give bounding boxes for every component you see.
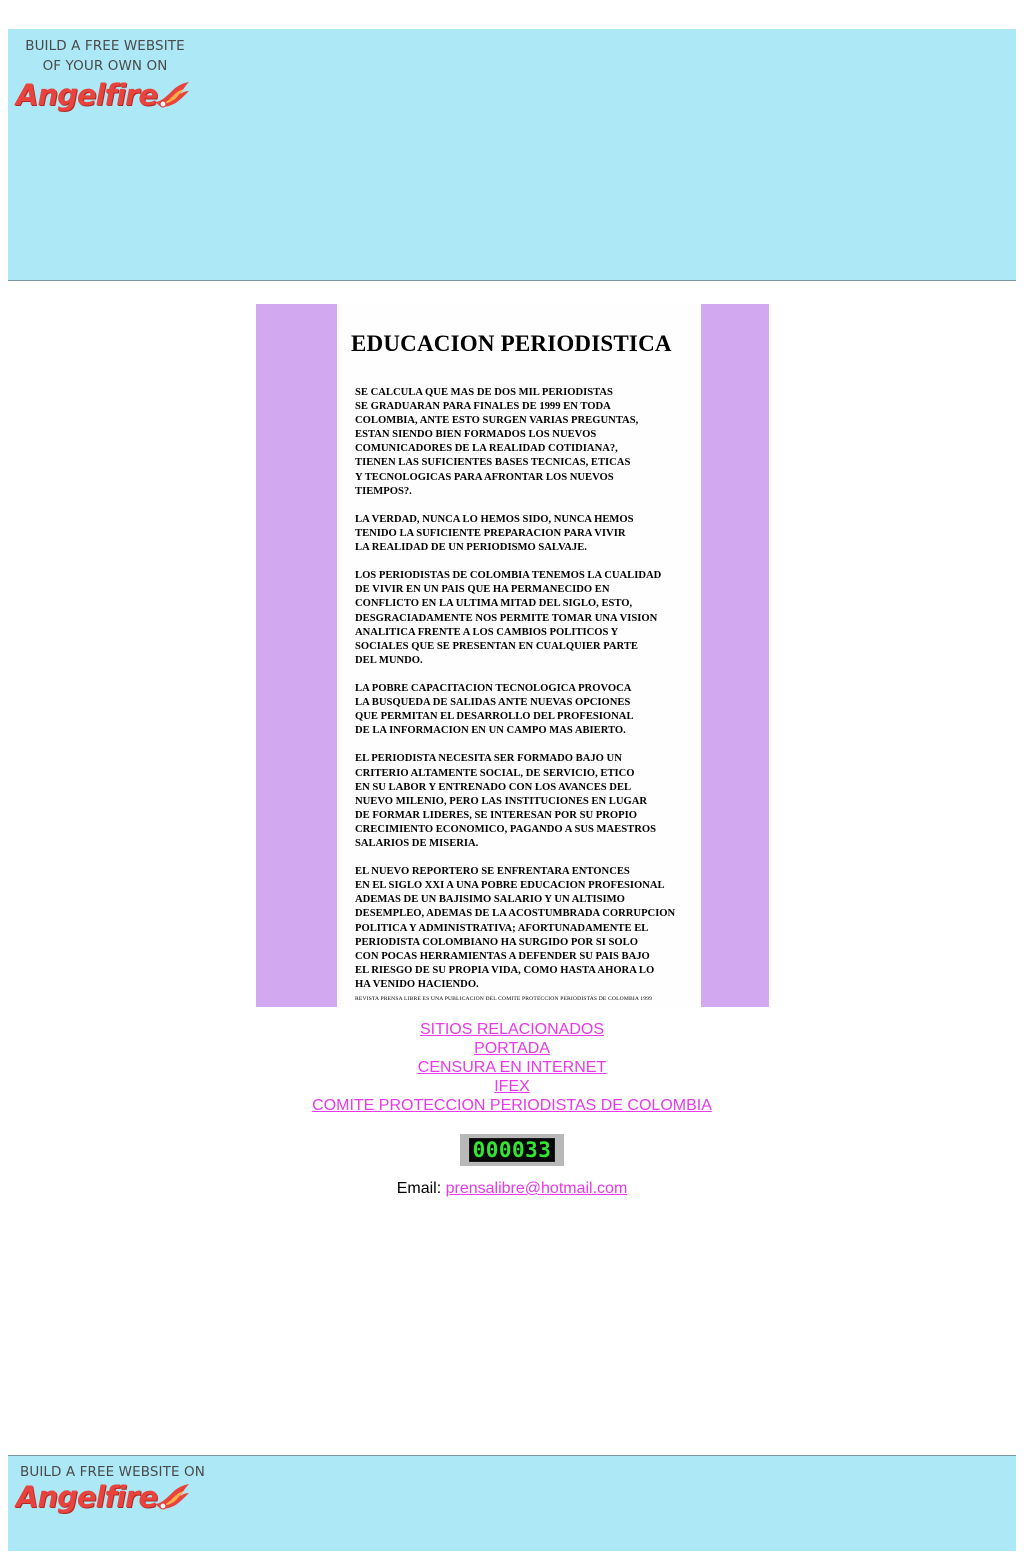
link-ifex[interactable]: IFEX — [494, 1078, 530, 1095]
article-line: LA BUSQUEDA DE SALIDAS ANTE NUEVAS OPCIONES — [355, 697, 631, 709]
article-line: LA VERDAD, NUNCA LO HEMOS SIDO, NUNCA HEMOS — [355, 513, 634, 525]
top-banner-promo[interactable] — [20, 36, 190, 76]
email-link[interactable]: prensalibre@hotmail.com — [445, 1180, 628, 1197]
article-paragraph — [355, 682, 725, 738]
article-line: SE CALCULA QUE MAS DE DOS MIL PERIODISTAS — [355, 387, 613, 398]
article-line: EL RIESGO DE SU PROPIA VIDA, COMO HASTA AHORA LO — [355, 964, 655, 976]
link-censura-en-internet[interactable]: CENSURA EN INTERNET — [417, 1059, 607, 1076]
article-line: ESTAN SIENDO BIEN FORMADOS LOS NUEVOS — [355, 429, 597, 441]
article-body — [355, 386, 725, 1006]
bottom-banner-promo-line: BUILD A FREE WEBSITE ON — [20, 1464, 205, 1480]
article-line: LA REALIDAD DE UN PERIODISMO SALVAJE. — [355, 542, 587, 554]
top-banner-promo-line-1: BUILD A FREE WEBSITE — [25, 38, 185, 54]
article-line: DESGRACIADAMENTE NOS PERMITE TOMAR UNA VISION — [355, 612, 658, 624]
article-line: DE VIVIR EN UN PAIS QUE HA PERMANECIDO EN — [355, 584, 610, 596]
article-line: EL NUEVO REPORTERO SE ENFRENTARA ENTONCES — [355, 866, 630, 878]
article-line: ANALITICA FRENTE A LOS CAMBIOS POLITICOS Y — [355, 626, 619, 638]
article-line: HA VENIDO HACIENDO. — [355, 978, 479, 990]
top-ad-banner[interactable] — [8, 29, 1016, 281]
bottom-ad-banner[interactable] — [8, 1455, 1016, 1551]
link-sitios-relacionados[interactable]: SITIOS RELACIONADOS — [419, 1021, 605, 1038]
article-paragraph — [355, 386, 725, 499]
article-paragraph — [355, 569, 725, 668]
article-line: DE LA INFORMACION EN UN CAMPO MAS ABIERTO. — [355, 725, 626, 737]
article-line: QUE PERMITAN EL DESARROLLO DEL PROFESIONAL — [355, 711, 634, 723]
article-line: TENIDO LA SUFICIENTE PREPARACION PARA VIVIR — [355, 527, 626, 539]
article-left-column — [256, 304, 337, 1007]
article-line: COMUNICADORES DE LA REALIDAD COTIDIANA?, — [355, 443, 618, 455]
article-line: SALARIOS DE MISERIA. — [355, 838, 479, 849]
article-line: DEL MUNDO. — [355, 654, 423, 666]
article-line: CRECIMIENTO ECONOMICO, PAGANDO A SUS MAESTROS — [355, 823, 656, 835]
article-line: TIEMPOS?. — [355, 485, 412, 497]
article-line: LOS PERIODISTAS DE COLOMBIA TENEMOS LA CUALIDAD — [355, 570, 662, 582]
article-line: COLOMBIA, ANTE ESTO SURGEN VARIAS PREGUNTAS, — [355, 415, 639, 427]
flame-icon — [153, 80, 191, 110]
article-line: SE GRADUARAN PARA FINALES DE 1999 EN TODA — [355, 401, 611, 413]
article-paragraph — [355, 865, 725, 992]
article-line: EL PERIODISTA NECESITA SER FORMADO BAJO UN — [355, 753, 622, 765]
article-line: TIENEN LAS SUFICIENTES BASES TECNICAS, ETICAS — [355, 457, 631, 469]
article-title: EDUCACION PERIODISTICA — [351, 331, 672, 356]
email-line — [0, 1180, 1024, 1198]
article-panel — [256, 304, 769, 1007]
article-paragraph — [355, 752, 725, 851]
article-line: DESEMPLEO, ADEMAS DE LA ACOSTUMBRADA CORRUPCION — [355, 908, 676, 920]
flame-icon — [153, 1482, 191, 1512]
article-line: PERIODISTA COLOMBIANO HA SURGIDO POR SI SOLO — [355, 936, 638, 948]
article-line: EN EL SIGLO XXI A UNA POBRE EDUCACION PROFESIONAL — [355, 880, 665, 892]
article-line: SOCIALES QUE SE PRESENTAN EN CUALQUIER PARTE — [355, 640, 638, 652]
article-line: DE FORMAR LIDERES, SE INTERESAN POR SU PROPIO — [355, 809, 637, 821]
hit-counter — [460, 1134, 564, 1166]
email-label: Email: — [396, 1180, 442, 1197]
article-footnote: REVISTA PRENSA LIBRE ES UNA PUBLICACION DEL COMITE PROTECCION PERIODISTAS DE COLOMBIA 1999 — [355, 996, 653, 1002]
article-line: CON POCAS HERRAMIENTAS A DEFENDER SU PAIS BAJO — [355, 950, 650, 962]
article-line: POLITICA Y ADMINISTRATIVA; AFORTUNADAMENTE EL — [355, 922, 649, 934]
article-line: EN SU LABOR Y ENTRENADO CON LOS AVANCES DEL — [355, 781, 632, 793]
top-banner-promo-line-2: OF YOUR OWN ON — [42, 58, 168, 74]
hit-counter-value: 000033 — [469, 1138, 556, 1162]
article-line: ADEMAS DE UN BAJISIMO SALARIO Y UN ALTISIMO — [355, 894, 625, 906]
article-line: CRITERIO ALTAMENTE SOCIAL, DE SERVICIO, ETICO — [355, 767, 635, 779]
article-line: CONFLICTO EN LA ULTIMA MITAD DEL SIGLO, ESTO, — [355, 598, 633, 610]
bottom-angelfire-logo-text: Angelfire — [16, 1480, 157, 1514]
bottom-angelfire-logo[interactable] — [16, 1479, 191, 1515]
top-angelfire-logo[interactable] — [16, 77, 191, 113]
article-line: Y TECNOLOGICAS PARA AFRONTAR LOS NUEVOS — [355, 471, 614, 483]
article-paragraph — [355, 513, 725, 555]
top-angelfire-logo-text: Angelfire — [16, 78, 157, 112]
link-comite-proteccion-periodistas[interactable]: COMITE PROTECCION PERIODISTAS DE COLOMBIA — [312, 1097, 712, 1114]
article-line: LA POBRE CAPACITACION TECNOLOGICA PROVOCA — [355, 682, 632, 694]
link-portada[interactable]: PORTADA — [474, 1040, 550, 1057]
related-links — [0, 1020, 1024, 1115]
article-line: NUEVO MILENIO, PERO LAS INSTITUCIONES EN LUGAR — [355, 795, 648, 807]
